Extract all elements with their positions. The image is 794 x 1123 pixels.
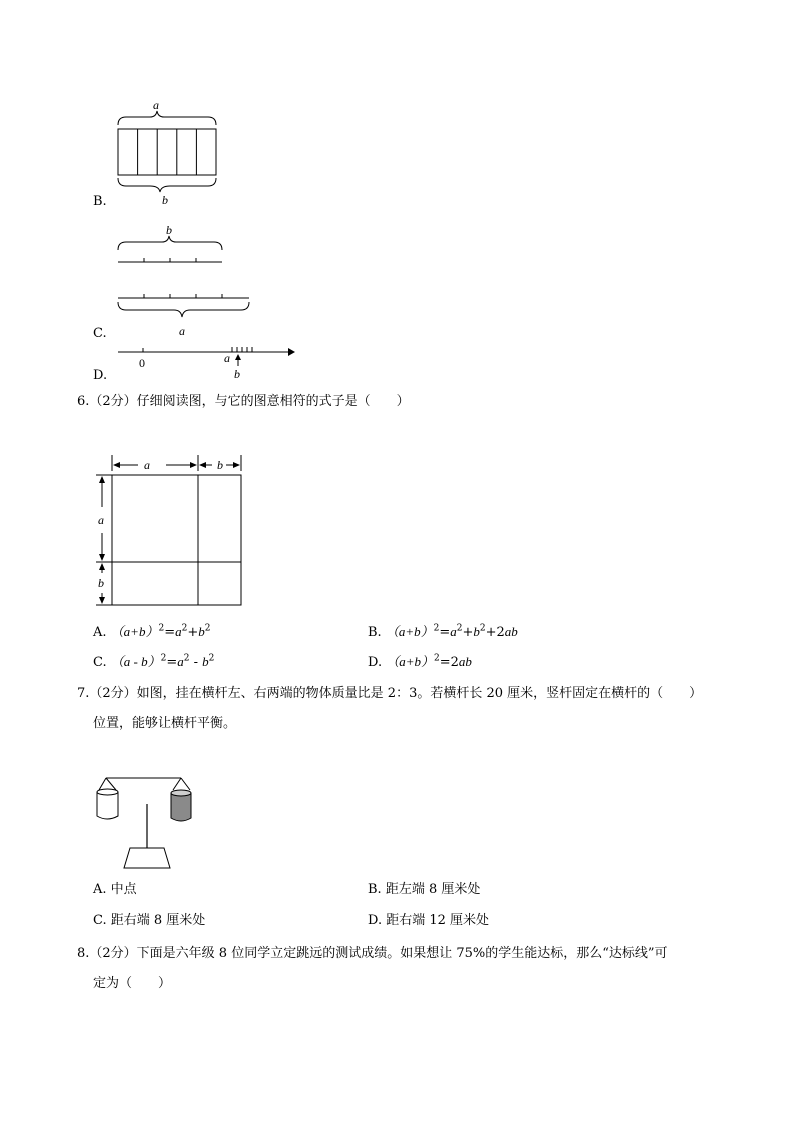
q7-option-b[interactable]: B. 距左端 8 厘米处 (368, 882, 481, 897)
q7-option-c[interactable]: C. 距右端 8 厘米处 (93, 913, 206, 928)
q6-option-d[interactable]: D. $(a+b)^2=2ab$ (368, 653, 472, 670)
fig-d-zero: 0 (139, 356, 145, 370)
fig-c-top-var: b (166, 223, 172, 237)
option-b-figure (110, 95, 230, 205)
fig-b-top-var: a (153, 98, 159, 112)
fig-d-a-var: a (224, 351, 230, 365)
left-weight (97, 792, 118, 819)
option-c-label: C. (93, 326, 107, 341)
question-8-stem-line1: 8.（2分）下面是六年级 8 位同学立定跳远的测试成绩。如果想让 75%的学生能达标，那么“达标线”可 (77, 946, 668, 961)
fig-c-top-brace (118, 236, 222, 250)
question-6-figure (92, 455, 252, 615)
question-8-stem-line2: 定为（ ） (93, 976, 172, 991)
q7-option-d[interactable]: D. 距右端 12 厘米处 (368, 913, 490, 928)
question-6-stem: 6.（2分）仔细阅读图，与它的图意相符的式子是（ ） (77, 394, 410, 409)
option-c-figure (110, 220, 260, 340)
fig6-top-a: a (144, 458, 150, 472)
fig6-left-a: a (98, 513, 104, 527)
right-weight (171, 793, 191, 821)
option-b-label: B. (93, 194, 107, 209)
option-d-figure (110, 340, 300, 380)
fig6-square (112, 475, 241, 605)
q6-option-b[interactable]: B. $(a+b)^2=a^2+b^2+2ab$ (368, 623, 518, 640)
question-7-stem-line1: 7.（2分）如图，挂在横杆左、右两端的物体质量比是 2：3。若横杆长 20 厘米，竖杆固定在横杆的（ ） (77, 686, 703, 701)
q7-option-a[interactable]: A. 中点 (93, 882, 137, 897)
balance-base (124, 848, 170, 868)
fig-b-rectangle (118, 129, 216, 175)
fig-b-bottom-brace (118, 178, 216, 192)
option-d-label: D. (93, 368, 108, 383)
question-7-stem-line2: 位置，能够让横杆平衡。 (93, 716, 237, 731)
q6-option-a[interactable]: A. $(a+b)^2=a^2+b^2$ (93, 623, 211, 640)
fig-c-bottom-var: a (179, 324, 185, 338)
fig6-top-b: b (217, 458, 223, 472)
q6-option-c[interactable]: C. $(a - b)^2=a^2 - b^2$ (93, 653, 215, 670)
fig6-left-b: b (98, 576, 104, 590)
question-7-balance-figure (92, 770, 212, 870)
fig-b-top-brace (118, 111, 216, 125)
fig-d-b-var: b (234, 367, 240, 381)
fig-c-bottom-brace (118, 302, 249, 317)
fig-b-bottom-var: b (162, 193, 168, 207)
